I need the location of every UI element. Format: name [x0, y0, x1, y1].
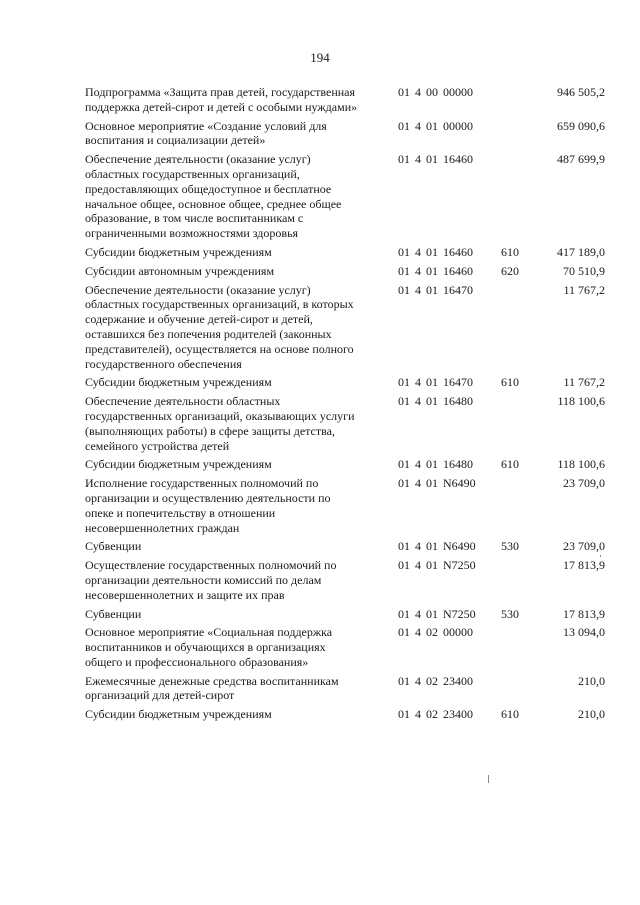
budget-table: [85, 85, 605, 722]
row-code: 01 4 01 16460: [398, 263, 473, 278]
table-row: [85, 539, 605, 554]
row-name: Обеспечение деятельности (оказание услуг) областных государственных организаций, в которых содержание и обучение детей-сирот и детей, оставшихся без попечения родителей (законных представителей), осуществляется на основе полного государственного обеспечения: [85, 282, 354, 371]
table-row: [85, 558, 605, 602]
table-row: [85, 394, 605, 453]
row-code: 01 4 00 00000: [398, 85, 473, 99]
scan-mark: [488, 775, 489, 783]
row-code: 01 4 01 16460: [398, 244, 473, 259]
page-number: 194: [310, 50, 330, 65]
row-name: Субсидии бюджетным учреждениям: [85, 244, 272, 259]
row-expense-type: 620: [501, 263, 519, 278]
row-code: 01 4 01 16470: [398, 375, 473, 390]
row-code: 01 4 02 00000: [398, 625, 473, 640]
row-name: Исполнение государственных полномочий по организации и осуществлению деятельности по опеке и попечительству в отношении несовершеннолетних граждан: [85, 476, 331, 535]
row-name: Ежемесячные денежные средства воспитанникам организаций для детей-сирот: [85, 673, 339, 703]
row-name: Подпрограмма «Защита прав детей, государственная поддержка детей-сирот и детей с особыми нуждами»: [85, 85, 358, 114]
row-name: Субсидии бюджетным учреждениям: [85, 375, 272, 390]
table-row: [85, 245, 605, 260]
row-code: 01 4 01 16460: [398, 152, 473, 167]
row-amount: 23 709,0: [563, 476, 605, 491]
row-name: Субсидии бюджетным учреждениям: [85, 457, 272, 472]
row-name: Субсидии бюджетным учреждениям: [85, 707, 272, 722]
row-amount: 13 094,0: [563, 625, 605, 640]
table-row: [85, 607, 605, 622]
table-row: [85, 152, 605, 241]
row-name: Обеспечение деятельности (оказание услуг) областных государственных организаций, предоставляющих общедоступное и бесплатное начальное общее, основное общее, среднее общее образование, в том числе воспитанникам с ограниченными возможностями здоровья: [85, 152, 342, 241]
row-amount: 17 813,9: [563, 606, 605, 621]
table-row: [85, 119, 605, 149]
row-name: Субвенции: [85, 606, 142, 621]
row-code: 01 4 01 16470: [398, 282, 473, 297]
table-row: [85, 625, 605, 669]
row-amount: 17 813,9: [563, 558, 605, 573]
row-code: 01 4 01 00000: [398, 118, 473, 133]
table-row: [85, 476, 605, 535]
row-expense-type: 610: [501, 707, 519, 722]
row-amount: 70 510,9: [563, 263, 605, 278]
row-name: Основное мероприятие «Социальная поддержка воспитанников и обучающихся в организациях общего и профессионального образования»: [85, 625, 333, 669]
row-expense-type: 530: [501, 606, 519, 621]
row-expense-type: 610: [501, 375, 519, 390]
row-code: 01 4 01 N6490: [398, 476, 476, 491]
row-amount: 11 767,2: [563, 282, 605, 297]
row-name: Основное мероприятие «Создание условий для воспитания и социализации детей»: [85, 118, 327, 148]
table-row: [85, 283, 605, 372]
row-amount: 11 767,2: [563, 375, 605, 390]
row-expense-type: 530: [501, 539, 519, 554]
table-row: [85, 674, 605, 704]
row-name: Осуществление государственных полномочий по организации деятельности комиссий по делам несовершеннолетних и защите их прав: [85, 558, 337, 602]
row-code: 01 4 02 23400: [398, 707, 473, 722]
row-name: Субсидии автономным учреждениям: [85, 263, 275, 278]
table-row: [85, 457, 605, 472]
row-amount: 659 090,6: [557, 118, 605, 133]
row-name: Субвенции: [85, 539, 142, 554]
table-row: [85, 264, 605, 279]
row-amount: 946 505,2: [557, 85, 605, 99]
row-amount: 118 100,6: [557, 394, 605, 409]
row-code: 01 4 01 N6490: [398, 539, 476, 554]
table-row: [85, 85, 605, 115]
row-amount: 487 699,9: [557, 152, 605, 167]
table-row: [85, 707, 605, 722]
row-expense-type: 610: [501, 244, 519, 259]
row-code: 01 4 01 N7250: [398, 606, 476, 621]
row-amount: 417 189,0: [557, 244, 605, 259]
row-expense-type: 610: [501, 457, 519, 472]
table-row: [85, 375, 605, 390]
row-amount: 118 100,6: [557, 457, 605, 472]
row-code: 01 4 01 16480: [398, 394, 473, 409]
scan-mark: [600, 555, 601, 557]
row-name: Обеспечение деятельности областных государственных организаций, оказывающих услуги (выполняющих работы) в сфере защиты детства, семейного устройства детей: [85, 394, 355, 453]
row-code: 01 4 01 N7250: [398, 558, 476, 573]
row-amount: 210,0: [578, 707, 605, 722]
row-amount: 23 709,0: [563, 539, 605, 554]
row-code: 01 4 02 23400: [398, 673, 473, 688]
row-code: 01 4 01 16480: [398, 457, 473, 472]
row-amount: 210,0: [578, 673, 605, 688]
